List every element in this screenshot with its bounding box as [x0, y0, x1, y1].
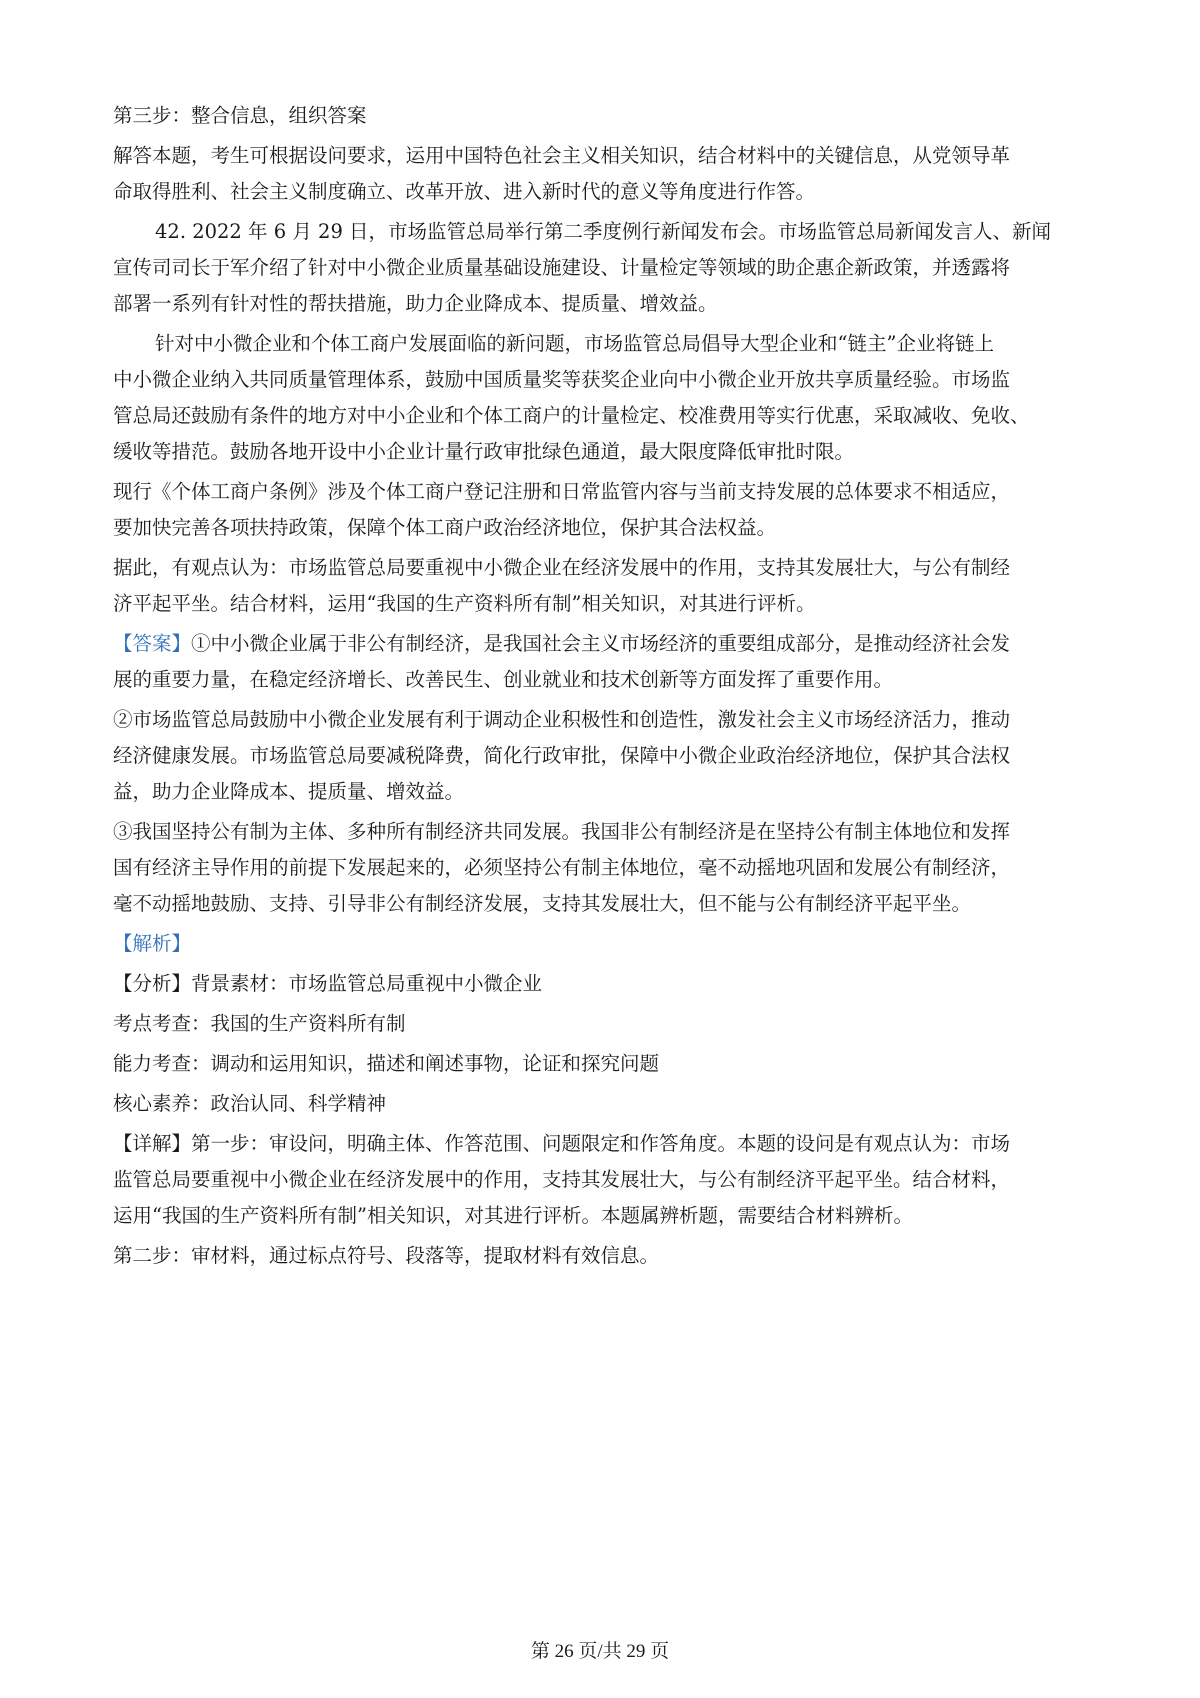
- page-number: 第 26 页/共 29 页: [530, 1641, 670, 1662]
- answer-point2-line-2: 经济健康发展。市场监管总局要减税降费，简化行政审批，保障中小微企业政治经济地位，保护其合法权: [113, 744, 1011, 767]
- analysis-heading: [113, 926, 1098, 962]
- analysis-test-point: 考点考查：我国的生产资料所有制: [113, 1012, 406, 1035]
- regulation-line-1: 现行《个体工商户条例》涉及个体工商户登记注册和日常监管内容与当前支持发展的总体要求不相适应，: [113, 480, 1011, 503]
- material-line-3: 管总局还鼓励有条件的地方对中小企业和个体工商户的计量检定、校准费用等实行优惠，采取减收、免收、: [113, 404, 1030, 427]
- analysis-tag: 【解析】: [113, 932, 192, 955]
- viewpoint-line-2: 济平起平坐。结合材料，运用“我国的生产资料所有制”相关知识，对其进行评析。: [113, 592, 816, 615]
- answer-guide-line-1: 解答本题，考生可根据设问要求，运用中国特色社会主义相关知识，结合材料中的关键信息，从党领导革: [113, 144, 1011, 167]
- detail-line-3: 运用“我国的生产资料所有制”相关知识，对其进行评析。本题属辨析题，需要结合材料辨析。: [113, 1204, 913, 1227]
- material-line-2: 中小微企业纳入共同质量管理体系，鼓励中国质量奖等获奖企业向中小微企业开放共享质量经验。市场监: [113, 368, 1011, 391]
- step2-line: 第二步：审材料，通过标点符号、段落等，提取材料有效信息。: [113, 1244, 660, 1267]
- answer-point3-line-3: 毫不动摇地鼓励、支持、引导非公有制经济发展，支持其发展壮大，但不能与公有制经济平起平坐。: [113, 892, 972, 915]
- answer-guide-line-2: 命取得胜利、社会主义制度确立、改革开放、进入新时代的意义等角度进行作答。: [113, 180, 816, 203]
- step3-heading: 第三步：整合信息，组织答案: [113, 104, 367, 127]
- question-42-line-3: 部署一系列有针对性的帮扶措施，助力企业降成本、提质量、增效益。: [113, 292, 718, 315]
- answer-line-1: [113, 626, 1098, 662]
- analysis-background: 【分析】背景素材：市场监管总局重视中小微企业: [113, 972, 543, 995]
- question-42-line-1: 42. 2022 年 6 月 29 日，市场监管总局举行第二季度例行新闻发布会。市场监管总局新闻发言人、新闻: [155, 220, 1052, 243]
- answer-point2-line-1: ②市场监管总局鼓励中小微企业发展有利于调动企业积极性和创造性，激发社会主义市场经济活力，推动: [113, 708, 1011, 731]
- answer-point3-line-2: 国有经济主导作用的前提下发展起来的，必须坚持公有制主体地位，毫不动摇地巩固和发展公有制经济，: [113, 856, 1011, 879]
- analysis-ability: 能力考查：调动和运用知识，描述和阐述事物，论证和探究问题: [113, 1052, 660, 1075]
- regulation-line-2: 要加快完善各项扶持政策，保障个体工商户政治经济地位，保护其合法权益。: [113, 516, 777, 539]
- detail-line-2: 监管总局要重视中小微企业在经济发展中的作用，支持其发展壮大，与公有制经济平起平坐。结合材料，: [113, 1168, 1011, 1191]
- detail-line-1: 【详解】第一步：审设问，明确主体、作答范围、问题限定和作答角度。本题的设问是有观点认为：市场: [113, 1132, 1011, 1155]
- question-42-line-2: 宣传司司长于军介绍了针对中小微企业质量基础设施建设、计量检定等领域的助企惠企新政策，并透露将: [113, 256, 1011, 279]
- answer-line-2: 展的重要力量，在稳定经济增长、改善民生、创业就业和技术创新等方面发挥了重要作用。: [113, 668, 894, 691]
- analysis-core-literacy: 核心素养：政治认同、科学精神: [113, 1092, 387, 1115]
- material-line-1: 针对中小微企业和个体工商户发展面临的新问题，市场监管总局倡导大型企业和“链主”企业将链上: [155, 332, 994, 355]
- viewpoint-line-1: 据此，有观点认为：市场监管总局要重视中小微企业在经济发展中的作用，支持其发展壮大，与公有制经: [113, 556, 1011, 579]
- answer-line-1-text: ①中小微企业属于非公有制经济，是我国社会主义市场经济的重要组成部分，是推动经济社会发: [191, 632, 1011, 655]
- answer-point2-line-3: 益，助力企业降成本、提质量、增效益。: [113, 780, 465, 803]
- answer-point3-line-1: ③我国坚持公有制为主体、多种所有制经济共同发展。我国非公有制经济是在坚持公有制主体地位和发挥: [113, 820, 1011, 843]
- document-body: [113, 98, 1098, 1274]
- answer-tag: 【答案】: [113, 632, 192, 655]
- material-line-4: 缓收等措范。鼓励各地开设中小企业计量行政审批绿色通道，最大限度降低审批时限。: [113, 440, 855, 463]
